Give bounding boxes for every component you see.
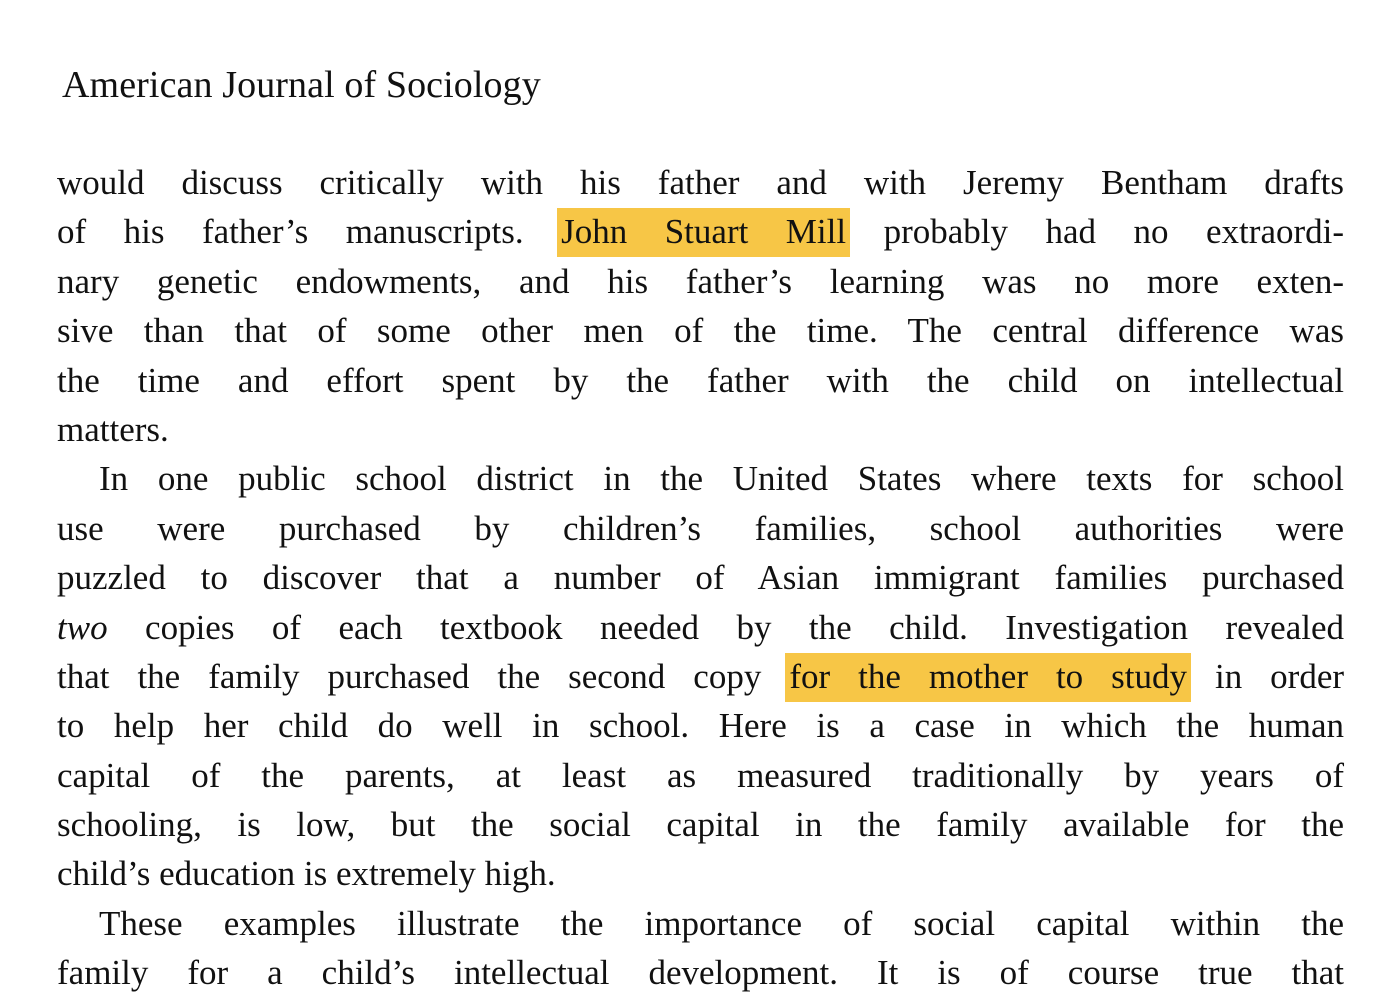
text-line: would discuss critically with his father and with Jeremy Bentham drafts bbox=[57, 163, 1344, 202]
highlight-john-stuart-mill: John Stuart Mill bbox=[557, 208, 850, 257]
text-line bbox=[57, 207, 1344, 256]
text-fragment: that the family purchased the second copy bbox=[57, 656, 762, 696]
text-fragment: of his father’s manuscripts. bbox=[57, 212, 524, 252]
running-head: American Journal of Sociology bbox=[62, 64, 541, 106]
text-line: child’s education is extremely high. bbox=[57, 854, 556, 894]
text-line bbox=[57, 603, 1344, 652]
text-line: These examples illustrate the importance of social capital within the bbox=[99, 903, 1344, 943]
highlight-mother-to-study: for the mother to study bbox=[785, 653, 1191, 702]
text-line bbox=[57, 652, 1344, 701]
text-line: schooling, is low, but the social capital in the family available for the bbox=[57, 805, 1344, 845]
text-line: the time and effort spent by the father with the child on intellectual bbox=[57, 360, 1344, 400]
text-line: family for a child’s intellectual development. It is of course true that bbox=[57, 953, 1344, 993]
text-line: In one public school district in the United States where texts for school bbox=[99, 459, 1344, 499]
text-line: matters. bbox=[57, 409, 169, 449]
text-line: capital of the parents, at least as measured traditionally by years of bbox=[57, 755, 1344, 795]
text-line: sive than that of some other men of the time. The central difference was bbox=[57, 311, 1344, 351]
body-text bbox=[57, 158, 1344, 998]
text-line: to help her child do well in school. Here is a case in which the human bbox=[57, 706, 1344, 746]
text-fragment: copies of each textbook needed by the child. Investigation revealed bbox=[145, 607, 1345, 647]
text-fragment: in order bbox=[1214, 656, 1345, 696]
text-fragment: probably had no extraordi- bbox=[883, 212, 1345, 252]
text-line: nary genetic endowments, and his father’s learning was no more exten- bbox=[57, 261, 1344, 301]
text-line: use were purchased by children’s families, school authorities were bbox=[57, 508, 1344, 548]
text-line: puzzled to discover that a number of Asian immigrant families purchased bbox=[57, 558, 1344, 598]
italic-word: two bbox=[57, 607, 108, 647]
